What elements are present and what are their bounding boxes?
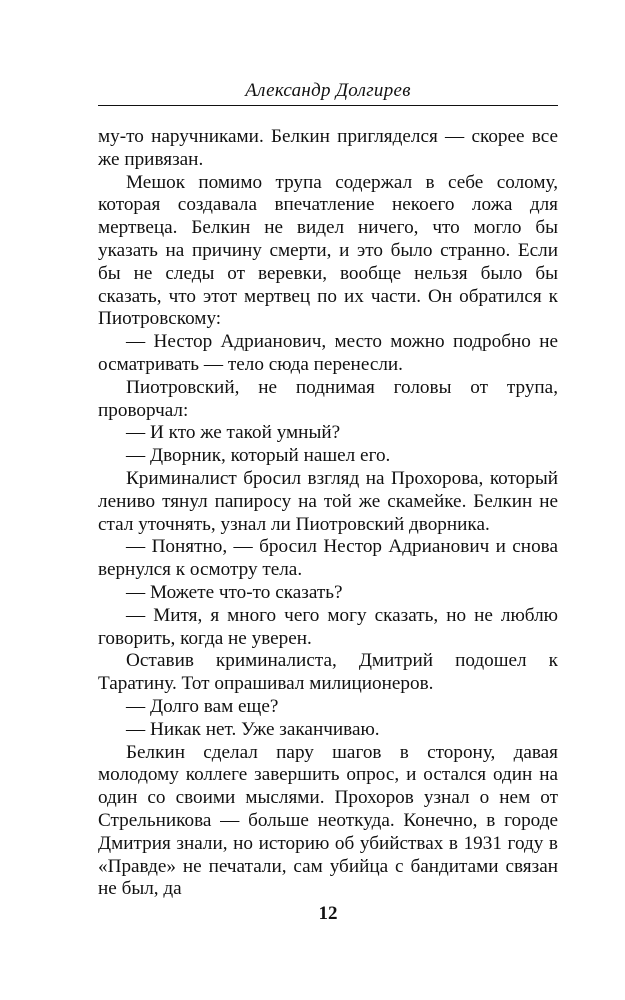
paragraph: — Долго вам еще? (126, 695, 279, 717)
paragraph: Оставив криминалиста, Дмитрий подошел к Таратину. Тот опрашивал милиционеров. (98, 650, 558, 695)
header-rule (98, 105, 558, 106)
paragraph: — Дворник, который нашел его. (126, 445, 391, 467)
paragraph: — Нестор Адрианович, место можно подробно не осматривать — тело сюда перенесли. (98, 331, 558, 375)
paragraph: — Никак нет. Уже заканчиваю. (126, 718, 380, 740)
paragraph: — Митя, я много чего могу сказать, но не люблю говорить, когда не уверен. (98, 604, 558, 649)
paragraph: Криминалист бросил взгляд на Прохорова, который лениво тянул папиросу на той же скамейке. Белкин не стал уточнять, узнал ли Пиотровский дворника. (98, 467, 558, 535)
body-text (98, 126, 558, 901)
paragraph: му-то наручниками. Белкин пригляделся — скорее все же привязан. (98, 126, 558, 170)
paragraph: Белкин сделал пару шагов в сторону, давая молодому коллеге завершить опрос, и остался один на один со своими мыслями. Прохоров узнал о нем от Стрельникова — больше неоткуда. Конечно, в городе Дмитрия знали, но историю об убийствах в 1931 году в «Правде» не печатали, сам убийца с бандитами связан не был, да (98, 741, 558, 900)
running-header: Александр Долгирев (245, 80, 411, 101)
paragraph: — Понятно, — бросил Нестор Адрианович и снова вернулся к осмотру тела. (98, 536, 558, 581)
paragraph: Пиотровский, не поднимая головы от трупа, проворчал: (98, 376, 558, 421)
paragraph: — Можете что-то сказать? (126, 581, 343, 603)
paragraph: Мешок помимо трупа содержал в себе солому, которая создавала впечатление некоего ложа для мертвеца. Белкин не видел ничего, что могло бы указать на причину смерти, и это было странно. Если бы не следы от веревки, вообще нельзя было бы сказать, что этот мертвец по их части. Он обратился к Пиотровскому: (98, 171, 558, 330)
page-number: 12 (318, 903, 338, 924)
paragraph: — И кто же такой умный? (126, 422, 341, 444)
